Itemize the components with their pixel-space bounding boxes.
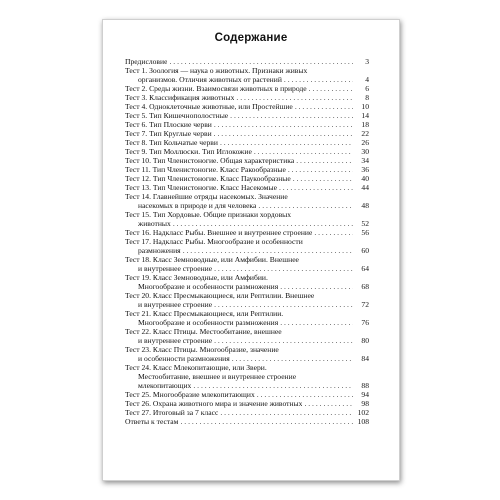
dot-leader (230, 111, 353, 120)
toc-entry (125, 210, 369, 228)
toc-entry-text: насекомых в природе и для человека (138, 201, 257, 210)
dot-leader (304, 399, 353, 408)
toc-entry-text: Тест 16. Надкласс Рыбы. Внешнее и внутреннее строение (125, 228, 313, 237)
dot-leader (295, 102, 353, 111)
dot-leader (183, 246, 353, 255)
toc-page-number: 76 (361, 318, 369, 327)
toc-entry-text: и особенности размножения (138, 354, 230, 363)
toc-entry-text: Тест 6. Тип Плоские черви (125, 120, 212, 129)
toc-page-number: 88 (361, 381, 369, 390)
toc-entry-text: Тест 11. Тип Членистоногие. Класс Ракообразные (125, 165, 286, 174)
dot-leader (293, 174, 353, 183)
dot-leader (214, 120, 353, 129)
toc-page-number: 108 (357, 417, 369, 426)
toc-entry-text: Тест 20. Класс Пресмыкающиеся, или Рептилии. Внешнее (125, 291, 315, 300)
toc-entry-text: Тест 26. Охрана животного мира и значение животных (125, 399, 303, 408)
dot-leader (220, 408, 353, 417)
toc-entry-text: и внутреннее строение (138, 336, 213, 345)
toc-entry (125, 390, 369, 399)
dot-leader (296, 156, 353, 165)
toc-entry (125, 399, 369, 408)
toc-page-number: 94 (361, 390, 369, 399)
toc-entry-text: Тест 21. Класс Пресмыкающиеся, или Рептилии. (125, 309, 284, 318)
toc-entry-text: Тест 4. Одноклеточные животные, или Простейшие (125, 102, 293, 111)
toc-entry (125, 111, 369, 120)
toc-entry-text: организмов. Отличия животных от растений (138, 75, 282, 84)
dot-leader (280, 282, 353, 291)
toc-page-number: 102 (357, 408, 369, 417)
toc-entry-text: млекопитающих (138, 381, 192, 390)
toc-page-number: 34 (361, 156, 369, 165)
toc-entry-text: Тест 27. Итоговый за 7 класс (125, 408, 219, 417)
toc-entry (125, 228, 369, 237)
toc-entry-text: Многообразие и особенности размножения (138, 282, 279, 291)
toc-entry (125, 66, 369, 84)
book-page (102, 19, 400, 481)
toc-page-number: 18 (361, 120, 369, 129)
toc-entry (125, 408, 369, 417)
toc-page-number: 4 (365, 75, 369, 84)
toc-page-number: 8 (365, 93, 369, 102)
toc-page-number: 6 (365, 84, 369, 93)
toc-entry (125, 84, 369, 93)
toc-page-number: 14 (361, 111, 369, 120)
dot-leader (214, 336, 353, 345)
toc-page-number: 22 (361, 129, 369, 138)
dot-leader (288, 165, 353, 174)
toc-entry-text: Тест 19. Класс Земноводные, или Амфибии. (125, 273, 268, 282)
toc-entry (125, 174, 369, 183)
toc-entry-text: Тест 9. Тип Моллюски. Тип Иглокожие (125, 147, 252, 156)
toc-entry-text: Тест 5. Тип Кишечнополостные (125, 111, 229, 120)
toc-entry-text: Тест 18. Класс Земноводные, или Амфибии. Внешнее (125, 255, 299, 264)
dot-leader (254, 147, 353, 156)
toc-page-number: 10 (361, 102, 369, 111)
table-of-contents (125, 57, 369, 426)
toc-entry-text: Тест 24. Класс Млекопитающие, или Звери. (125, 363, 267, 372)
toc-page-number: 36 (361, 165, 369, 174)
toc-page-number: 98 (361, 399, 369, 408)
toc-entry (125, 138, 369, 147)
toc-entry-text: и внутреннее строение (138, 300, 213, 309)
toc-entry (125, 417, 369, 426)
toc-page-number: 72 (361, 300, 369, 309)
toc-entry-text: Тест 10. Тип Членистоногие. Общая характеристика (125, 156, 295, 165)
toc-page-number: 26 (361, 138, 369, 147)
toc-entry-text: животных (138, 219, 171, 228)
toc-entry (125, 291, 369, 309)
toc-entry-text: Местообитание, внешнее и внутреннее строение (138, 372, 297, 381)
toc-entry (125, 255, 369, 273)
toc-entry-text: Тест 14. Главнейшие отряды насекомых. Значение (125, 192, 288, 201)
toc-entry (125, 327, 369, 345)
toc-entry-text: размножения (138, 246, 181, 255)
dot-leader (214, 129, 353, 138)
dot-leader (258, 201, 353, 210)
toc-entry-text: Тест 22. Класс Птицы. Местообитание, внешнее (125, 327, 282, 336)
toc-entry-text: Многообразие и особенности размножения (138, 318, 279, 327)
toc-page-number: 60 (361, 246, 369, 255)
dot-leader (279, 183, 353, 192)
toc-page-number: 52 (361, 219, 369, 228)
toc-page-number: 30 (361, 147, 369, 156)
dot-leader (257, 390, 353, 399)
toc-entry (125, 129, 369, 138)
toc-entry (125, 57, 369, 66)
toc-entry-text: Тест 15. Тип Хордовые. Общие признаки хордовых (125, 210, 292, 219)
toc-entry-text: и внутреннее строение (138, 264, 213, 273)
toc-entry (125, 102, 369, 111)
toc-entry (125, 192, 369, 210)
toc-page-number: 48 (361, 201, 369, 210)
toc-entry-text: Тест 13. Тип Членистоногие. Класс Насекомые (125, 183, 277, 192)
toc-page-number: 84 (361, 354, 369, 363)
dot-leader (214, 300, 353, 309)
toc-entry (125, 93, 369, 102)
toc-entry (125, 237, 369, 255)
dot-leader (180, 417, 353, 426)
dot-leader (309, 84, 353, 93)
toc-entry (125, 363, 369, 390)
toc-entry-text: Ответы к тестам (125, 417, 179, 426)
toc-page-number: 64 (361, 264, 369, 273)
toc-entry-text: Тест 1. Зоология — наука о животных. Признаки живых (125, 66, 308, 75)
toc-entry (125, 165, 369, 174)
toc-entry (125, 120, 369, 129)
dot-leader (173, 219, 353, 228)
toc-entry-text: Тест 3. Классификация животных (125, 93, 235, 102)
toc-entry (125, 156, 369, 165)
dot-leader (280, 318, 353, 327)
toc-entry-text: Тест 12. Тип Членистоногие. Класс Паукообразные (125, 174, 291, 183)
dot-leader (220, 138, 353, 147)
toc-entry (125, 345, 369, 363)
toc-page-number: 40 (361, 174, 369, 183)
toc-entry (125, 273, 369, 291)
toc-entry (125, 147, 369, 156)
toc-entry (125, 309, 369, 327)
toc-page-number: 80 (361, 336, 369, 345)
toc-entry-text: Тест 2. Среды жизни. Взаимосвязи животных в природе (125, 84, 307, 93)
toc-entry-text: Тест 17. Надкласс Рыбы. Многообразие и особенности (125, 237, 303, 246)
dot-leader (314, 228, 353, 237)
toc-entry-text: Тест 8. Тип Кольчатые черви (125, 138, 218, 147)
toc-page-number: 56 (361, 228, 369, 237)
toc-page-number: 68 (361, 282, 369, 291)
dot-leader (232, 354, 353, 363)
toc-entry-text: Тест 25. Многообразие млекопитающих (125, 390, 255, 399)
dot-leader (284, 75, 353, 84)
toc-entry-text: Тест 7. Тип Круглые черви (125, 129, 212, 138)
page-title: Содержание (214, 32, 288, 44)
toc-page-number: 44 (361, 183, 369, 192)
dot-leader (169, 57, 353, 66)
toc-page-number: 3 (365, 57, 369, 66)
toc-entry (125, 183, 369, 192)
dot-leader (193, 381, 353, 390)
dot-leader (214, 264, 353, 273)
toc-entry-text: Тест 23. Класс Птицы. Многообразие, значение (125, 345, 279, 354)
toc-entry-text: Предисловие (125, 57, 168, 66)
dot-leader (236, 93, 353, 102)
